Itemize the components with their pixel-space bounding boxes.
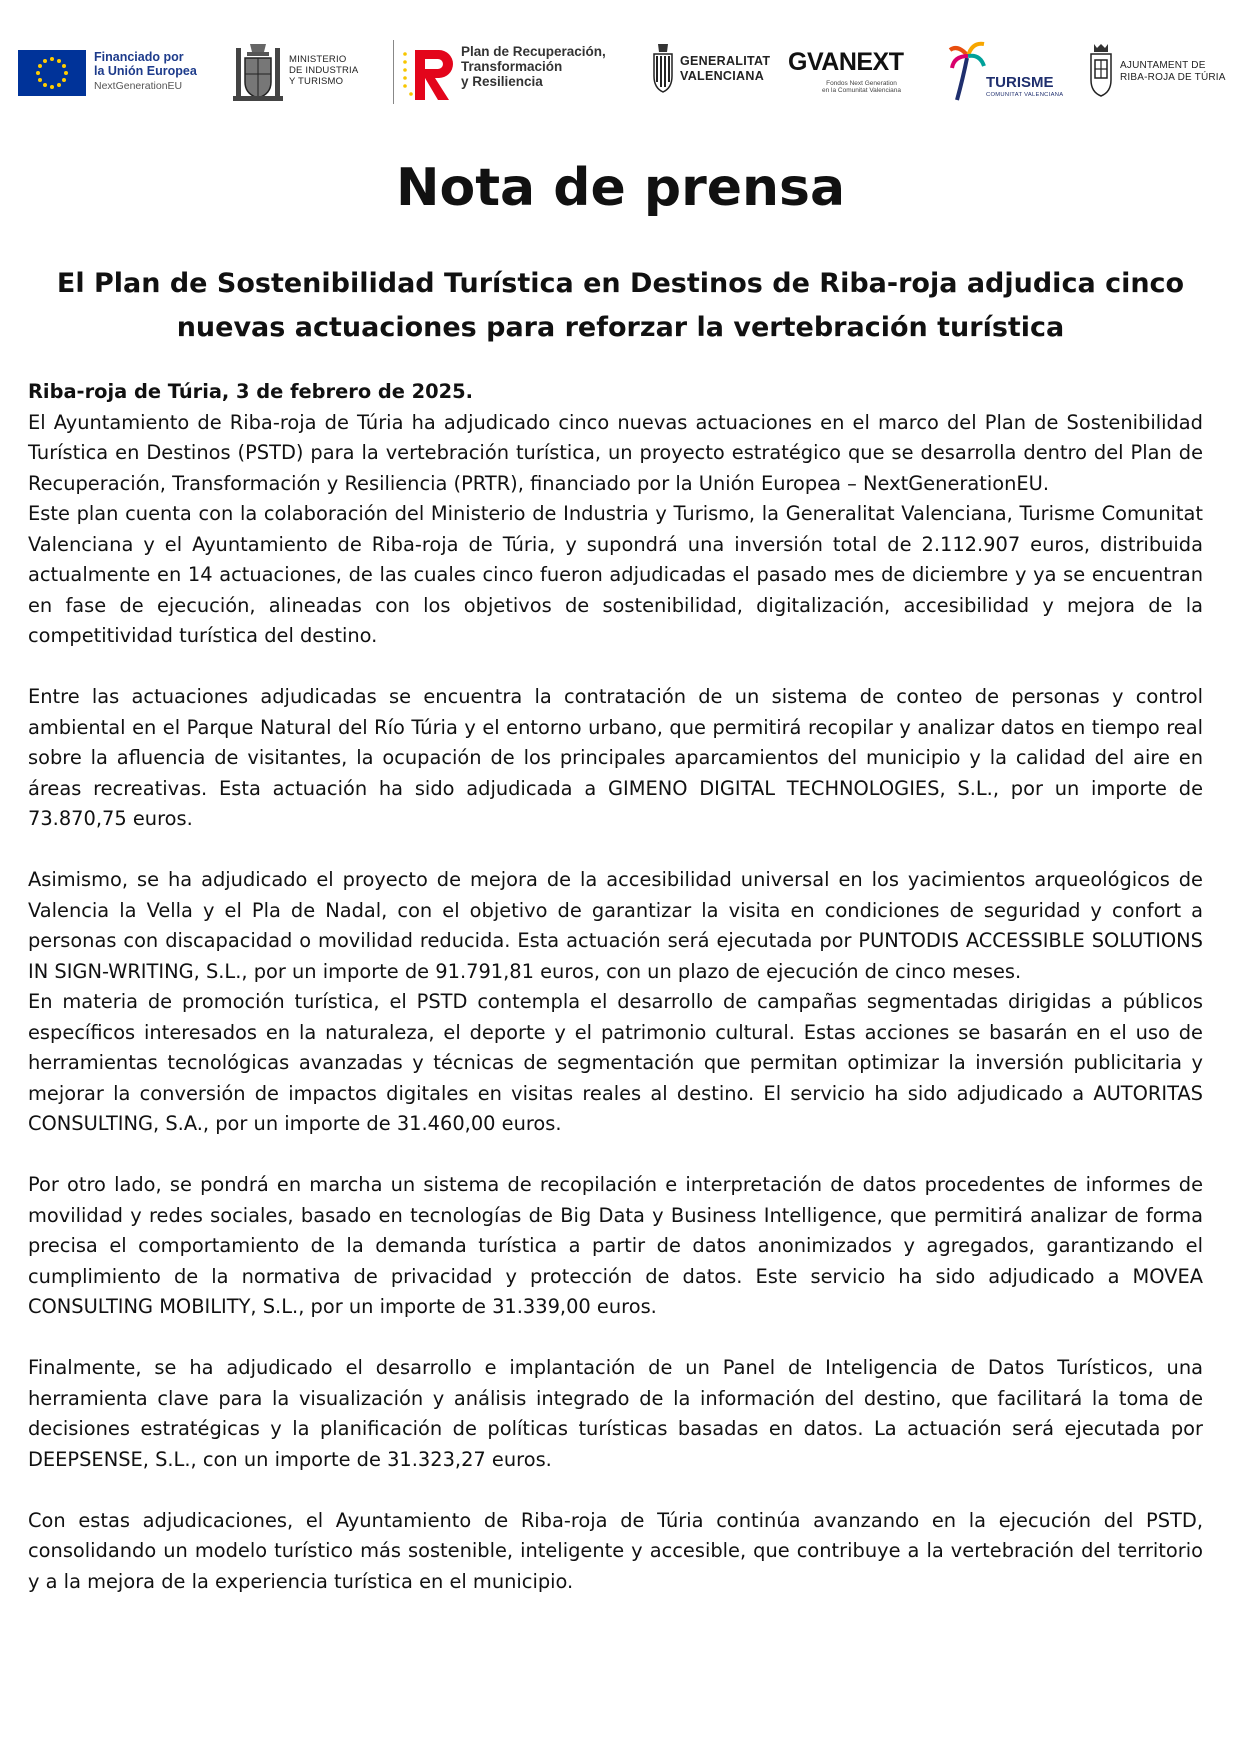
logo-bar [18, 40, 1226, 110]
turisme-logo [948, 40, 1078, 110]
ministerio-line2: DE INDUSTRIA [289, 65, 359, 76]
paragraph: El Ayuntamiento de Riba-roja de Túria ha adjudicado cinco nuevas actuaciones en el marco del Plan de Sostenibilidad Turística en Destinos (PSTD) para la vertebración turística, un proyecto estratégico que se desarrolla dentro del Plan de Recuperación, Transformación y Resiliencia (PRTR), financiado por la Unión Europea – NextGenerationEU. [28, 410, 1203, 495]
dateline: Riba-roja de Túria, 3 de febrero de 2025. [28, 380, 474, 403]
document-title: Nota de prensa [395, 158, 846, 218]
ajuntament-text [1120, 60, 1226, 84]
ministerio-line1: MINISTERIO [289, 54, 347, 65]
generalitat-shield-icon [650, 42, 676, 98]
paragraph: Asimismo, se ha adjudicado el proyecto de mejora de la accesibilidad universal en los yacimientos arqueológicos de Valencia la Vella y el Pla de Nadal, con el objetivo de garantizar la visita en condiciones de seguridad y confort a personas con discapacidad o movilidad reducida. Esta actuación será ejecutada por PUNTODIS ACCESSIBLE SOLUTIONS IN SIGN-WRITING, S.L., por un importe de 91.791,81 euros, con un plazo de ejecución de cinco meses. [28, 868, 1203, 983]
gvanext-tagline2: en la Comunitat Valenciana [822, 87, 902, 94]
ajuntament-line1: AJUNTAMENT DE [1120, 60, 1206, 71]
ministerio-logo [233, 40, 393, 110]
gvanext-wordmark: GVANEXT [788, 48, 904, 76]
paragraph: Entre las actuaciones adjudicadas se encuentra la contratación de un sistema de conteo de personas y control ambiental en el Parque Natural del Río Túria y el entorno urbano, que permitirá recopilar y analizar datos en tiempo real sobre la afluencia de visitantes, la ocupación de los principales aparcamientos del municipio y la calidad del aire en áreas recreativas. Esta actuación ha sido adjudicada a GIMENO DIGITAL TECHNOLOGIES, S.L., por un importe de 73.870,75 euros. [28, 685, 1203, 830]
eu-logo-text [94, 50, 197, 78]
prtr-line1: Plan de Recuperación, [461, 44, 606, 59]
prtr-line2: Transformación [461, 59, 563, 74]
prtr-r-icon [401, 44, 457, 102]
ajuntament-line2: RIBA-ROJA DE TÚRIA [1120, 72, 1226, 83]
prtr-text [461, 44, 606, 89]
ministerio-line3: Y TURISMO [289, 76, 344, 87]
paragraph: En materia de promoción turística, el PSTD contempla el desarrollo de campañas segmentadas dirigidas a públicos específicos interesados en la naturaleza, el deporte y el patrimonio cultural. Estas acciones se basarán en el uso de herramientas tecnológicas avanzadas y técnicas de segmentación que permitan optimizar la inversión publicitaria y mejorar la conversión de impactos digitales en visitas reales al destino. El servicio ha sido adjudicado a AUTORITAS CONSULTING, S.A., por un importe de 31.460,00 euros. [28, 990, 1203, 1135]
ajuntament-logo [1088, 40, 1226, 110]
eu-nextgen-text: NextGenerationEU [94, 80, 183, 92]
paragraph: Con estas adjudicaciones, el Ayuntamiento de Riba-roja de Túria continúa avanzando en la ejecución del PSTD, consolidando un modelo turístico más sostenible, inteligente y accesible, que contribuye a la vertebración del territorio y a la mejora de la experiencia turística en el municipio. [28, 1508, 1203, 1593]
turisme-tagline: COMUNITAT VALENCIANA [986, 92, 1064, 98]
prtr-logo [393, 40, 633, 110]
gvanext-logo [788, 40, 928, 110]
gvanext-tagline1: Fondos Next Generation [826, 80, 897, 87]
eu-flag-icon [18, 50, 86, 96]
gvanext-tagline [822, 80, 901, 94]
generalitat-logo [650, 40, 775, 110]
palm-tree-icon [948, 40, 988, 102]
generalitat-text [680, 54, 770, 84]
document-subtitle: El Plan de Sostenibilidad Turística en Destinos de Riba-roja adjudica cinco nuevas actuaciones para reforzar la vertebración turística [56, 268, 1185, 343]
coat-of-arms-icon [233, 42, 283, 106]
ministerio-text [289, 54, 358, 87]
generalitat-line1: GENERALITAT [680, 54, 771, 68]
generalitat-line2: VALENCIANA [680, 69, 765, 83]
eu-line2: la Unión Europea [94, 64, 197, 78]
paragraph: Finalmente, se ha adjudicado el desarrollo e implantación de un Panel de Inteligencia de Datos Turísticos, una herramienta clave para la visualización y análisis integrado de la información del destino, que facilitará la toma de decisiones estratégicas y la planificación de políticas turísticas basadas en datos. La actuación será ejecutada por DEEPSENSE, S.L., con un importe de 31.323,27 euros. [28, 1356, 1203, 1471]
eu-line1: Financiado por [94, 50, 184, 64]
prtr-line3: y Resiliencia [461, 74, 543, 89]
paragraph: Por otro lado, se pondrá en marcha un sistema de recopilación e interpretación de datos procedentes de informes de movilidad y redes sociales, basado en tecnologías de Big Data y Business Intelligence, que permitirá analizar de forma precisa el comportamiento de la demanda turística a partir de datos anonimizados y agregados, garantizando el cumplimiento de la normativa de privacidad y protección de datos. Este servicio ha sido adjudicado a MOVEA CONSULTING MOBILITY, S.L., por un importe de 31.339,00 euros. [28, 1173, 1203, 1318]
document-body [28, 377, 1203, 1597]
paragraph: Este plan cuenta con la colaboración del Ministerio de Industria y Turismo, la Generalitat Valenciana, Turisme Comunitat Valenciana y el Ayuntamiento de Riba-roja de Túria, y supondrá una inversión total de 2.112.907 euros, distribuida actualmente en 14 actuaciones, de las cuales cinco fueron adjudicadas el pasado mes de diciembre y ya se encuentran en fase de ejecución, alineadas con los objetivos de sostenibilidad, digitalización, accesibilidad y mejora de la competitividad turística del destino. [28, 502, 1203, 647]
municipal-shield-icon [1088, 42, 1114, 100]
turisme-wordmark: TURISME [986, 74, 1054, 91]
eu-logo [18, 40, 208, 110]
